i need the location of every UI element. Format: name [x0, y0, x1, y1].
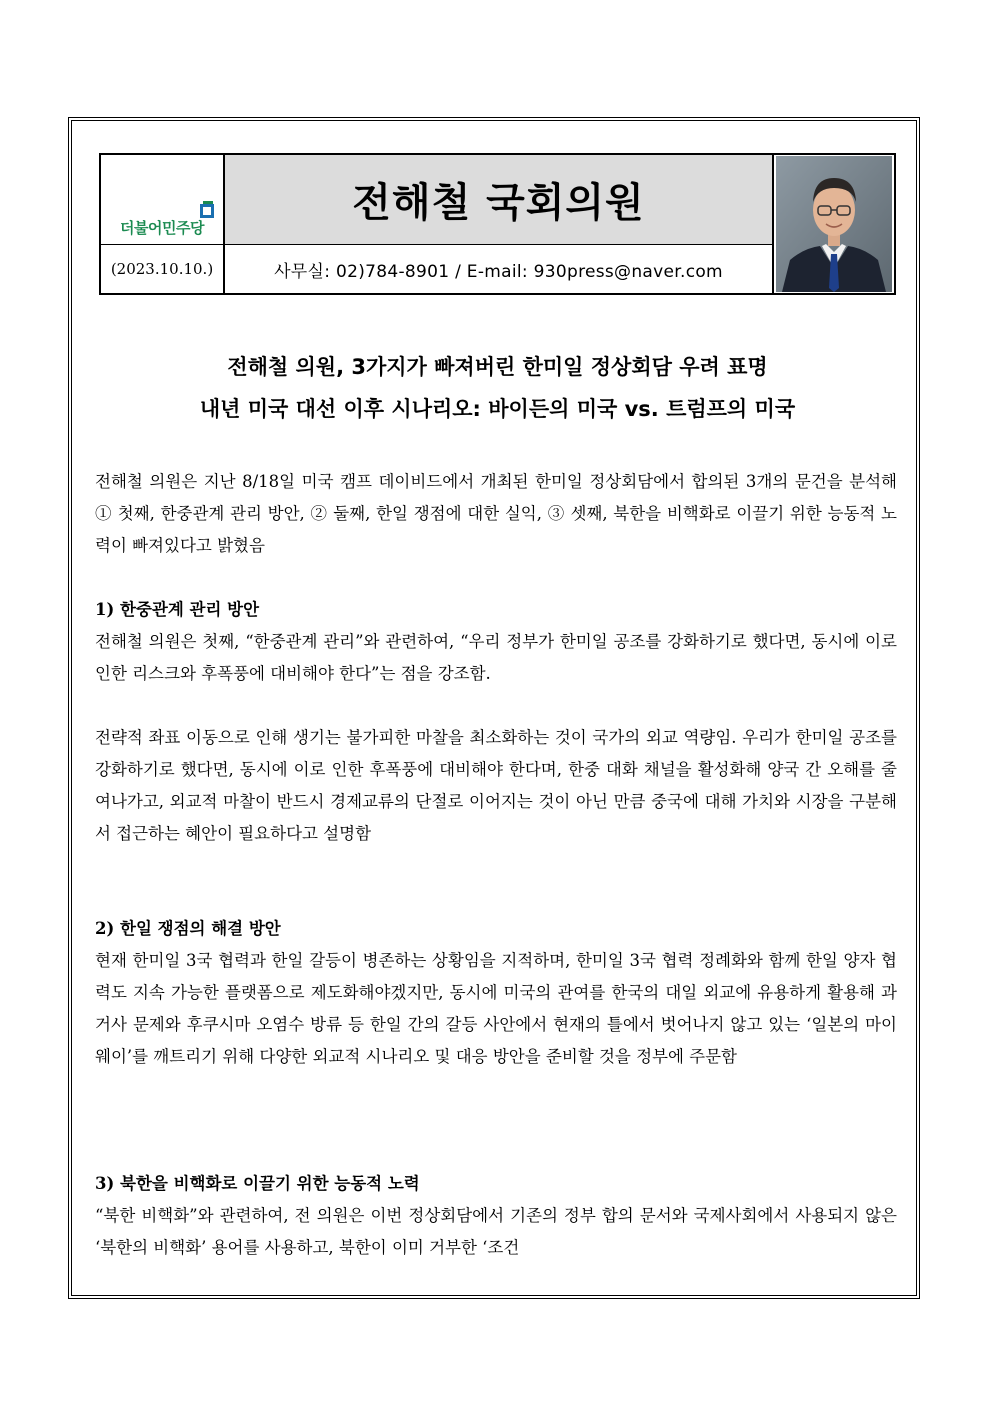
intro-paragraph: 전해철 의원은 지난 8/18일 미국 캠프 데이비드에서 개최된 한미일 정상회담에서 합의된 3개의 문건을 분석해 ① 첫째, 한중관계 관리 방안, ② 둘째, 한일 쟁점에 대한 실익, ③ 셋째, 북한을 비핵화로 이끌기 위한 능동적 노력이 빠져있다고 밝혔음 [95, 472, 897, 555]
page-title: 전해철 국회의원 [225, 155, 772, 244]
headline-sub: 내년 미국 대선 이후 시나리오: 바이든의 미국 vs. 트럼프의 미국 [199, 397, 796, 421]
section-title: 3) 북한을 비핵화로 이끌기 위한 능동적 노력 [95, 1174, 420, 1193]
section-title: 2) 한일 쟁점의 해결 방안 [95, 919, 281, 938]
headline-main: 전해철 의원, 3가지가 빠져버린 한미일 정상회담 우려 표명 [227, 355, 768, 379]
title-column [225, 155, 772, 293]
portrait-photo [772, 155, 894, 293]
party-logo [101, 155, 223, 244]
section-3 [95, 1168, 897, 1264]
section-1 [95, 594, 897, 690]
press-release-header [99, 153, 896, 295]
section-paragraph: 현재 한미일 3국 협력과 한일 갈등이 병존하는 상황임을 지적하며, 한미일 3국 협력 정례화와 함께 한일 양자 협력도 지속 가능한 플랫폼으로 제도화해야겠지만, 동시에 미국의 관여를 한국의 대일 외교에 유용하게 활용해 과거사 문제와 후쿠시마 오염수 방류 등 한일 간의 갈등 사안에서 현재의 틀에서 벗어나지 않고 있는 ‘일본의 마이웨이’를 깨트리기 위해 다양한 외교적 시나리오 및 대응 방안을 준비할 것을 정부에 주문함 [95, 951, 897, 1066]
party-logo-mark-icon [199, 201, 215, 219]
portrait-person-icon [776, 156, 892, 292]
section-1-paragraph-2: 전략적 좌표 이동으로 인해 생기는 불가피한 마찰을 최소화하는 것이 국가의 외교 역량임. 우리가 한미일 공조를 강화하기로 했다면, 동시에 이로 인한 후폭풍에 대비해야 한다며, 한중 대화 채널을 활성화해 양국 간 오해를 줄여나가고, 외교적 마찰이 반드시 경제교류의 단절로 이어지는 것이 아닌 만큼 중국에 대해 가치와 시장을 구분해서 접근하는 혜안이 필요하다고 설명함 [95, 728, 897, 843]
section-paragraph: 전해철 의원은 첫째, “한중관계 관리”와 관련하여, “우리 정부가 한미일 공조를 강화하기로 했다면, 동시에 이로 인한 리스크와 후폭풍에 대비해야 한다”는 점을 강조함. [95, 632, 897, 683]
party-logo-text: 더불어민주당 [120, 219, 204, 237]
logo-cell [101, 155, 225, 293]
release-date: (2023.10.10.) [101, 244, 223, 293]
section-2 [95, 913, 897, 1073]
section-paragraph: “북한 비핵화”와 관련하여, 전 의원은 이번 정상회담에서 기존의 정부 합의 문서와 국제사회에서 사용되지 않은 ‘북한의 비핵화’ 용어를 사용하고, 북한이 이미 거부한 ‘조건 [95, 1206, 897, 1257]
section-title: 1) 한중관계 관리 방안 [95, 600, 260, 619]
contact-info: 사무실: 02)784-8901 / E-mail: 930press@naver.com [225, 244, 772, 293]
